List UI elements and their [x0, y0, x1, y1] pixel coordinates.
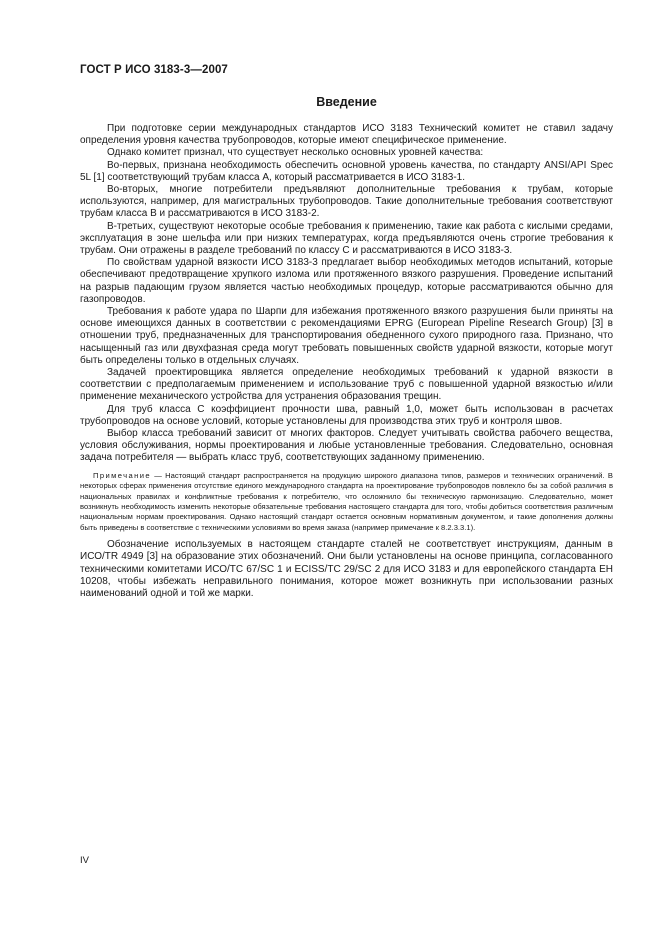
note [80, 471, 613, 533]
note-label: Примечание [93, 470, 151, 480]
page-number: IV [80, 855, 89, 866]
paragraph: Требования к работе удара по Шарпи для избежания протяженного вязкого разрушения были приняты на основе имеющихся данных в соответствии с рекомендациями EPRG (European Pipeline Research Group) [3] в отношении труб, предназначенных для транспортирования обедненного сухого природного газа. Признано, что насыщенный газ или двухфазная среда могут требовать повышенных свойств ударной вязкости, которые могут быть определены только в отдельных случаях. [80, 306, 613, 366]
paragraph: Для труб класса С коэффициент прочности шва, равный 1,0, может быть использован в расчетах трубопроводов на основе условий, которые установлены для производства этих труб и контроля швов. [80, 403, 613, 427]
paragraph: Выбор класса требований зависит от многих факторов. Следует учитывать свойства рабочего вещества, условия обслуживания, нормы проектирования и любые установленные требования. Следовательно, основная задача потребителя — выбрать класс труб, соответствующих заданному применению. [80, 428, 613, 464]
document-header: ГОСТ Р ИСО 3183-3—2007 [80, 64, 228, 76]
paragraph: В-третьих, существуют некоторые особые требования к применению, такие как работа с кислыми средами, эксплуатация в зоне шельфа или при низких температурах, когда предъявляются очень строгие требования к трубам. Они отражены в разделе требований по классу С и рассматриваются в ИСО 3183-3. [80, 220, 613, 257]
paragraph: Задачей проектировщика является определение необходимых требований к ударной вязкости в соответствии с предполагаемым применением и использование труб с повышенной ударной вязкостью и/или применение механического устройства для устранения образования трещин. [80, 367, 613, 403]
section-title: Введение [316, 95, 377, 109]
paragraph: Во-первых, признана необходимость обеспечить основной уровень качества, по стандарту ANSI/API Spec 5L [1] соответствующий трубам класса А, который рассматривается в ИСО 3183-1. [80, 159, 613, 183]
paragraph: При подготовке серии международных стандартов ИСО 3183 Технический комитет не ставил задачу определения уровня качества трубопроводов, которые имеют специфическое применение. [80, 123, 613, 147]
note-text: — Настоящий стандарт распространяется на продукцию широкого диапазона типов, размеров и технических ограничений. В некоторых сферах применения отсутствие единого международного стандарта на проектирование трубопроводов повлекло бы за собой различия в национальных правилах и конфликтные требования к потребителю, что осложнило бы техническую гармонизацию. Следовательно, может возникнуть необходимость изменить некоторые обязательные требования настоящего стандарта для того, чтобы добиться соответствия различным национальным нормам проектирования. Однако настоящий стандарт остается основным нормативным документом, и такие дополнения должны быть приведены в соответствие с техническими условиями во время заказа (например примечание к 8.2.3.3.1). [80, 470, 613, 532]
body-text [80, 123, 613, 600]
paragraph: Обозначение используемых в настоящем стандарте сталей не соответствует инструкциям, данным в ИСО/TR 4949 [3] на образование этих обозначений. Они были установлены на основе принципа, согласованного техническими комитетами ИСО/ТС 67/SC 1 и ECISS/TC 29/SC 2 для ИСО 3183 и для европейского стандарта ЕН 10208, чтобы избежать неправильного понимания, которое может возникнуть при использовании разных наименований одной и той же марки. [80, 539, 613, 599]
paragraph: Во-вторых, многие потребители предъявляют дополнительные требования к трубам, которые используются, например, для магистральных трубопроводов. Такие дополнительные требования соответствуют трубам класса В и рассматриваются в ИСО 3183-2. [80, 184, 613, 220]
paragraph: По свойствам ударной вязкости ИСО 3183-3 предлагает выбор необходимых методов испытаний, которые обеспечивают предотвращение хрупкого излома или протяженного вязкого разрушения. Проведение испытаний на разрыв падающим грузом является частью необходимых процедур, которые рассматриваются обычно для газопроводов. [80, 257, 613, 305]
paragraph: Однако комитет признал, что существует несколько основных уровней качества: [107, 147, 484, 159]
